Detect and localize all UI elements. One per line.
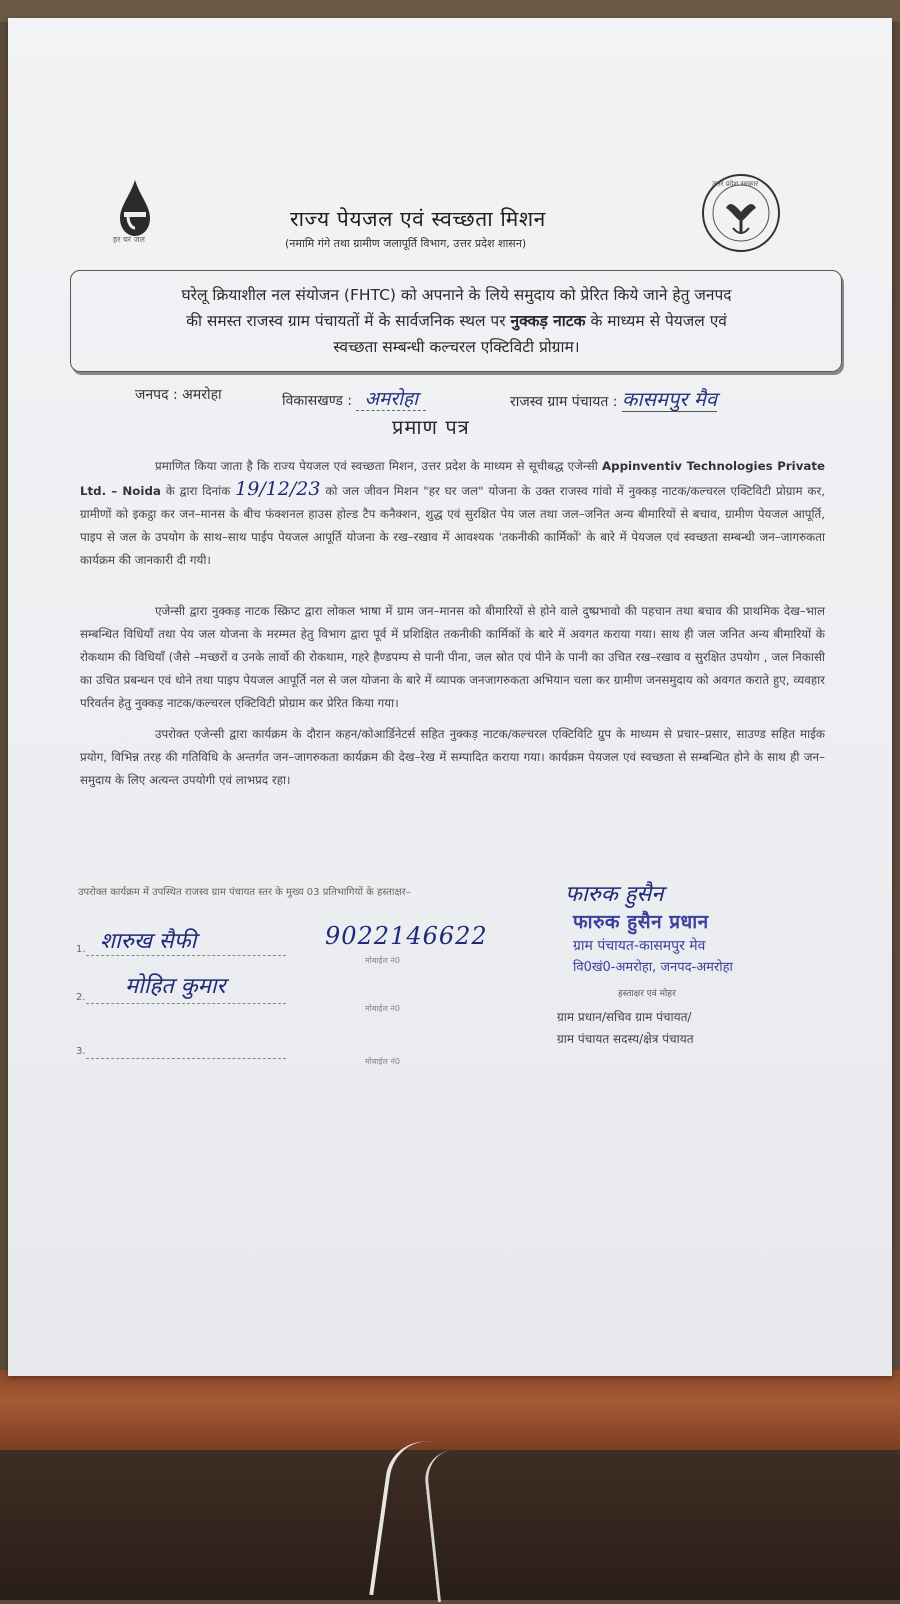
panchayat-field	[510, 385, 717, 412]
program-banner-text	[84, 282, 829, 360]
body-text: प्रमाणित किया जाता है कि राज्य पेयजल एवं स्वच्छता मिशन, उत्तर प्रदेश के माध्यम से सूचीबद्ध एजेन्सी	[155, 459, 598, 473]
panchayat-label: राजस्व ग्राम पंचायत :	[510, 394, 618, 410]
page-subtitle: (नमामि गंगे तथा ग्रामीण जलापूर्ति विभाग, उत्तर प्रदेश शासन)	[285, 237, 527, 250]
banner-line: स्वच्छता सम्बन्धी कल्चरल एक्टिविटी प्रोग्राम।	[333, 338, 580, 356]
body-paragraph	[80, 455, 825, 572]
banner-highlight: नुक्कड़ नाटक	[510, 312, 586, 330]
participant-number: 3.	[76, 1046, 86, 1057]
agency-name: Appinventiv Technologies Private Ltd. – Noida	[80, 459, 826, 498]
event-date: 19/12/23	[235, 478, 321, 500]
body-text: के द्वारा दिनांक	[165, 484, 231, 498]
mobile-label: मोबाईल नं0	[365, 1057, 400, 1066]
body-paragraph: एजेन्सी द्वारा नुक्कड़ नाटक स्क्रिप्ट द्वारा लोकल भाषा में ग्राम जन–मानस को बीमारियों से होने वाले दुष्प्रभावो की पहचान तथा बचाव की प्राथमिक देख–भाल सम्बन्धित विधियाँ तथा पेय जल योजना के मरम्मत हेतु विभाग द्वारा पूर्व में प्रशिक्षित तकनीकी कार्मिकों के बारे में अवगत कराया गया। साथ ही जल जनित अन्य बीमारियों के रोकथाम की विधियाँ (जैसे –मच्छरों व उनके लार्वो की रोकथाम, गहरे हैण्डपम्प से पानी पीना, जल स्रोत एवं पीने के पानी का उचित रख–रखाव व सुरक्षित उपयोग , जल निकासी का उचित प्रबन्धन एवं धोने तथा पाइप पेयजल आपूर्ति नल से जल योजना के बारे में व्यापक जनजागरुकता अभियान चला कर ग्रामीण जनसमुदाय को अवगत कराते हुए, व्यवहार परिवर्तन हेतु नुक्कड़ नाटक/कल्चरल एक्टिविटी प्रोग्राम कर प्रेरित किया गया।	[80, 604, 825, 710]
district-field	[135, 385, 222, 404]
banner-text: के माध्यम से पेयजल एवं	[590, 312, 727, 330]
pradhan-signature: फारुक हुसैन	[565, 882, 664, 907]
seal-caption: उत्तर प्रदेश सरकार	[712, 180, 759, 188]
signature-line	[86, 1003, 286, 1004]
mobile-label: मोबाईल नं0	[365, 1004, 400, 1013]
signature-line	[86, 1058, 286, 1059]
block-field	[282, 385, 426, 411]
stamp-panchayat: ग्राम पंचायत-कासमपुर मेव	[573, 938, 706, 954]
participant-number: 1.	[76, 944, 86, 955]
signatory-role: ग्राम प्रधान/सचिव ग्राम पंचायत/	[557, 1010, 692, 1024]
participant-signature: शारुख सैफी	[100, 929, 197, 954]
block-label: विकासखण्ड :	[282, 393, 353, 409]
participant-phone: 9022146622	[325, 922, 488, 950]
participants-heading: उपरोक्त कार्यक्रम में उपस्थित राजस्व ग्राम पंचायत स्तर के मुख्य 03 प्रतिभागियों के हस्ताक्षर–	[78, 887, 411, 898]
signature-line	[86, 955, 286, 956]
certificate-title: प्रमाण पत्र	[392, 415, 470, 439]
participant-signature: मोहित कुमार	[125, 974, 226, 999]
banner-line	[84, 308, 829, 334]
banner-text: की समस्त राजस्व ग्राम पंचायतों में के सार्वजनिक स्थल पर	[186, 312, 506, 330]
district-label: जनपद :	[135, 387, 178, 403]
district-value: अमरोहा	[182, 387, 222, 403]
sign-caption: हस्ताक्षर एवं मोहर	[618, 989, 676, 999]
block-value: अमरोहा	[356, 388, 426, 411]
stamp-name: फारुक हुसैन प्रधान	[573, 911, 709, 933]
banner-line: घरेलू क्रियाशील नल संयोजन (FHTC) को अपनाने के लिये समुदाय को प्रेरित किये जाने हेतु जनपद	[181, 286, 732, 304]
signatory-role: ग्राम पंचायत सदस्य/क्षेत्र पंचायत	[557, 1032, 694, 1046]
participant-number: 2.	[76, 992, 86, 1003]
panchayat-value: कासमपुर मैव	[621, 387, 717, 411]
stamp-block: वि0खं0-अमरोहा, जनपद-अमरोहा	[573, 960, 733, 975]
logo-caption: हर घर जल	[113, 235, 145, 244]
page-title: राज्य पेयजल एवं स्वच्छता मिशन	[290, 207, 546, 231]
body-text: को जल जीवन मिशन "हर घर जल" योजना के उक्त राजस्व गांवो में नुक्कड़ नाटक/कल्चरल एक्टिविटी प्रोग्राम कर, ग्रामीणों को इकट्ठा कर जन–मानस के बीच फंक्शनल हाउस होल्ड टैप कनैक्शन, शुद्ध एवं सुरक्षित पेय जल तथा जल–जनित अन्य बीमारियों से बचाव, ग्रामीण पेयजल आपूर्ति, पाइप से जल के उपयोग के साथ–साथ पाईप पेयजल आपूर्ति योजना के रख–रखाव में आवश्यक 'तकनीकी कार्मिकों' के बारे में पेयजल एवं स्वच्छता सम्बन्धी जन–जागरुकता कार्यक्रम की जानकारी दी गयी।	[80, 484, 826, 567]
body-paragraph: उपरोक्त एजेन्सी द्वारा कार्यक्रम के दौरान कहन/कोआर्डिनेटर्स सहित नुक्कड़ नाटक/कल्चरल एक्टिविटि ग्रुप के माध्यम से प्रचार–प्रसार, साउण्ड सहित माईक प्रयोग, विभिन्न तरह की गतिविधि के अन्तर्गत जन–जागरुकता कार्यक्रम की देख–रेख में सम्पादित कराया गया। कार्यक्रम पेयजल एवं स्वच्छता से सम्बन्धित होने के साथ ही जन–समुदाय के लिए अत्यन्त उपयोगी एवं लाभप्रद रहा।	[80, 727, 825, 787]
official-stamp	[573, 908, 793, 975]
mobile-label: मोबाईल नं0	[365, 956, 400, 965]
har-ghar-jal-logo-icon	[110, 178, 180, 258]
table-edge	[0, 1370, 900, 1450]
